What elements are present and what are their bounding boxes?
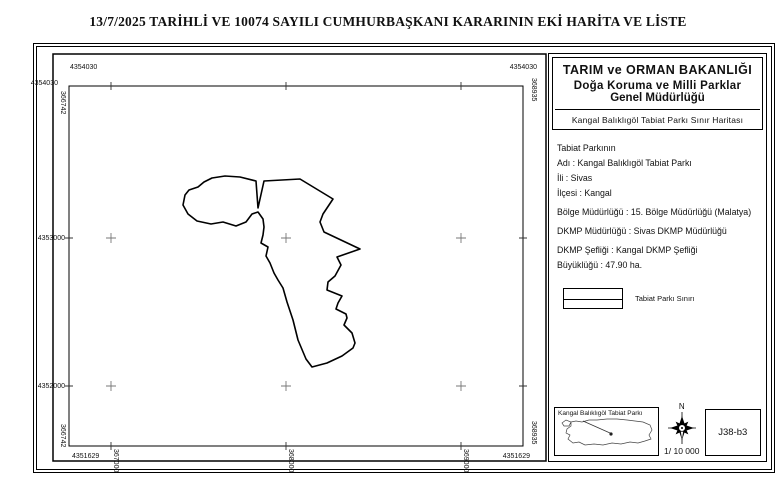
sheet-index-label: J38-b3	[718, 427, 748, 438]
sheet-index-box	[705, 409, 761, 456]
park-boundary-legend-icon	[563, 288, 623, 309]
directorate-title-line1: Doğa Koruma ve Milli Parklar	[573, 80, 742, 92]
park-boundary	[183, 176, 360, 367]
park-info-heading: Tabiat Parkının	[557, 143, 616, 153]
coordinate-label-easting-left-top: 366742	[59, 91, 66, 115]
coordinate-label-easting-369000: 369000	[462, 449, 469, 473]
title-block	[552, 57, 763, 130]
legend	[563, 288, 695, 309]
header-divider	[555, 109, 760, 110]
coordinate-label-easting-367000: 367000	[112, 449, 119, 473]
park-info-size: Büyüklüğü : 47.90 ha.	[557, 260, 643, 270]
coordinate-label-easting-368000: 368000	[287, 449, 294, 473]
park-info	[549, 133, 766, 272]
turkey-inset	[554, 407, 659, 456]
map-title: Kangal Balıklıgöl Tabiat Parkı Sınır Haritası	[571, 115, 744, 125]
grid-edge-ticks	[65, 82, 527, 450]
park-info-region: Bölge Müdürlüğü : 15. Bölge Müdürlüğü (Malatya)	[557, 207, 752, 217]
coordinate-label-bottom-right: 4351629	[502, 453, 530, 460]
compass-block	[659, 403, 705, 456]
coordinate-label-northing-4352000: 4352000	[37, 383, 65, 390]
panel-bottom	[554, 403, 761, 456]
coordinate-label-top-left: 4354030	[70, 64, 98, 71]
park-info-dkmp-directorate: DKMP Müdürlüğü : Sivas DKMP Müdürlüğü	[557, 226, 727, 236]
coordinate-label-easting-left-bottom: 366742	[59, 424, 66, 448]
inset-label: Kangal Balıklıgöl Tabiat Parkı	[558, 410, 643, 417]
coordinate-label-top-right: 4354030	[509, 64, 537, 71]
legend-label: Tabiat Parkı Sınırı	[635, 294, 695, 303]
neatline	[69, 86, 523, 446]
location-dot	[609, 432, 612, 435]
north-label: N	[678, 402, 685, 411]
info-panel	[548, 53, 767, 462]
page-title: 13/7/2025 TARİHLİ VE 10074 SAYILI CUMHURBAŞKANI KARARININ EKİ HARİTA VE LİSTE	[89, 14, 687, 29]
sheet-frame	[30, 46, 772, 473]
coordinate-label-left-top: 4354030	[30, 80, 58, 87]
scale-text: 1/ 10 000	[664, 446, 700, 456]
location-arrow	[583, 421, 610, 433]
park-info-district: İlçesi : Kangal	[557, 188, 612, 198]
compass-rose-icon	[665, 411, 699, 445]
park-info-dkmp-office: DKMP Şefliği : Kangal DKMP Şefliği	[557, 245, 698, 255]
grid-crosses	[106, 233, 466, 391]
coordinate-label-easting-right-bottom: 368935	[530, 421, 537, 445]
directorate-title-line2: Genel Müdürlüğü	[610, 92, 705, 104]
ministry-title: TARIM ve ORMAN BAKANLIĞI	[562, 63, 753, 77]
coordinate-label-easting-right-top: 368935	[530, 78, 537, 102]
park-info-name: Adı : Kangal Balıklıgöl Tabiat Parkı	[557, 158, 692, 168]
park-info-province: İli : Sivas	[557, 173, 593, 183]
coordinate-label-bottom-left: 4351629	[72, 453, 100, 460]
coordinate-label-northing-4353000: 4353000	[37, 235, 65, 242]
map-panel-border	[53, 54, 546, 461]
